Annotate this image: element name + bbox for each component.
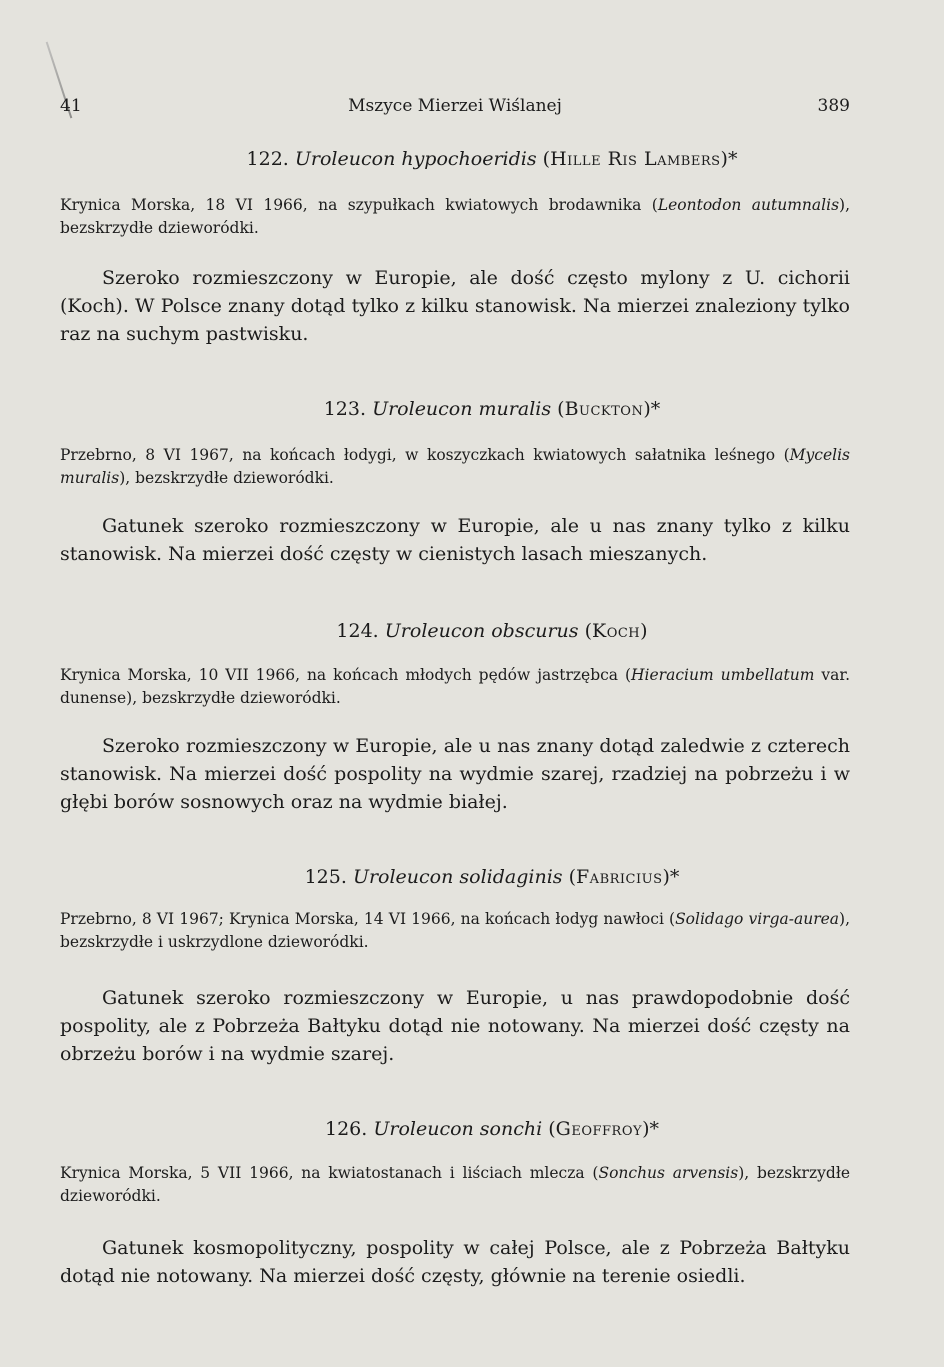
- author-paren: (: [548, 1118, 556, 1140]
- author-paren: )*: [642, 1118, 659, 1140]
- entry-number: 122.: [246, 148, 289, 170]
- entry-number: 124.: [336, 620, 379, 642]
- species-author: Fabricius: [576, 866, 663, 888]
- collection-record-125: [60, 908, 850, 954]
- species-author: Koch: [592, 620, 641, 642]
- author-paren: ): [640, 620, 648, 642]
- record-text: ), bezskrzydłe dzieworódki.: [119, 469, 334, 487]
- entry-number: 126.: [325, 1118, 368, 1140]
- author-paren: )*: [643, 398, 661, 420]
- record-text: ), bezskrzydłe i uskrzydlone dzieworódki.: [60, 910, 850, 951]
- running-title: Mszyce Mierzei Wiślanej: [348, 96, 562, 116]
- author-paren: (: [542, 148, 551, 170]
- record-text: Przebrno, 8 VI 1967, na końcach łodygi, w koszyczkach kwiatowych sałatnika leśnego (: [60, 446, 790, 464]
- host-plant: Solidago virga-aurea: [675, 910, 840, 928]
- remark-text: Gatunek szeroko rozmieszczony w Europie, u nas prawdopodobnie dość pospolity, ale z Pobrzeża Bałtyku dotąd nie notowany. Na mierzei dość częsty na obrzeżu borów i na wydmie szarej.: [60, 987, 850, 1065]
- record-text: Krynica Morska, 10 VII 1966, na końcach młodych pędów jastrzębca (: [60, 666, 632, 684]
- collection-record-124: [60, 664, 850, 710]
- entry-title-126: [0, 1118, 944, 1140]
- record-text: Krynica Morska, 5 VII 1966, na kwiatostanach i liściach mlecza (: [60, 1164, 599, 1182]
- record-text: var. dunense), bezskrzydłe dzieworódki.: [60, 666, 851, 707]
- distribution-remark-122: [60, 264, 850, 348]
- species-author: Hille Ris Lambers: [550, 148, 721, 170]
- remark-text: Gatunek kosmopolityczny, pospolity w całej Polsce, ale z Pobrzeża Bałtyku dotąd nie notowany. Na mierzei dość częsty, głównie na terenie osiedli.: [60, 1237, 850, 1287]
- species-name: Uroleucon muralis: [372, 398, 552, 420]
- entry-title-122: [0, 148, 944, 170]
- species-author: Geoffroy: [555, 1118, 643, 1140]
- entry-number: 123.: [323, 398, 367, 420]
- remark-text: Szeroko rozmieszczony w Europie, ale u nas znany dotąd zaledwie z czterech stanowisk. Na mierzei dość pospolity na wydmie szarej, rzadziej na pobrzeżu i w głębi borów sosnowych oraz na wydmie białej.: [60, 735, 850, 813]
- author-paren: (: [584, 620, 592, 642]
- remark-text: Gatunek szeroko rozmieszczony w Europie, ale u nas znany tylko z kilku stanowisk. Na mierzei dość częsty w cienistych lasach mieszanych.: [60, 515, 850, 565]
- distribution-remark-124: [60, 732, 850, 816]
- author-paren: )*: [720, 148, 738, 170]
- page-number: 389: [817, 96, 850, 116]
- running-header: [60, 96, 850, 120]
- distribution-remark-125: [60, 984, 850, 1068]
- entry-title-125: [0, 866, 944, 888]
- distribution-remark-126: [60, 1234, 850, 1290]
- host-plant: Leontodon autumnalis: [657, 196, 840, 214]
- collection-record-126: [60, 1162, 850, 1208]
- host-plant: Sonchus arvensis: [598, 1164, 739, 1182]
- header-left-number: 41: [60, 96, 82, 116]
- entry-number: 125.: [304, 866, 347, 888]
- species-name: Uroleucon obscurus: [384, 620, 579, 642]
- host-plant: Hieracium umbellatum: [631, 666, 815, 684]
- collection-record-123: [60, 444, 850, 490]
- species-author: Buckton: [564, 398, 644, 420]
- author-paren: )*: [662, 866, 680, 888]
- record-text: Krynica Morska, 18 VI 1966, na szypułkach kwiatowych brodawnika (: [60, 196, 658, 214]
- author-paren: (: [568, 866, 576, 888]
- entry-title-124: [0, 620, 944, 642]
- record-text: Przebrno, 8 VI 1967; Krynica Morska, 14 VI 1966, na końcach łodyg nawłoci (: [60, 910, 676, 928]
- distribution-remark-123: [60, 512, 850, 568]
- author-paren: (: [557, 398, 565, 420]
- remark-text: Szeroko rozmieszczony w Europie, ale dość często mylony z U. cichorii (Koch). W Polsce znany dotąd tylko z kilku stanowisk. Na mierzei znaleziony tylko raz na suchym pastwisku.: [60, 267, 850, 345]
- entry-title-123: [0, 398, 944, 420]
- species-name: Uroleucon solidaginis: [352, 866, 563, 888]
- record-text: ), bezskrzydłe dzieworódki.: [60, 196, 851, 237]
- collection-record-122: [60, 194, 850, 240]
- species-name: Uroleucon sonchi: [373, 1118, 543, 1140]
- record-text: ), bezskrzydłe dzieworódki.: [60, 1164, 851, 1205]
- host-plant: Mycelis muralis: [60, 446, 850, 487]
- species-name: Uroleucon hypochoeridis: [294, 148, 537, 170]
